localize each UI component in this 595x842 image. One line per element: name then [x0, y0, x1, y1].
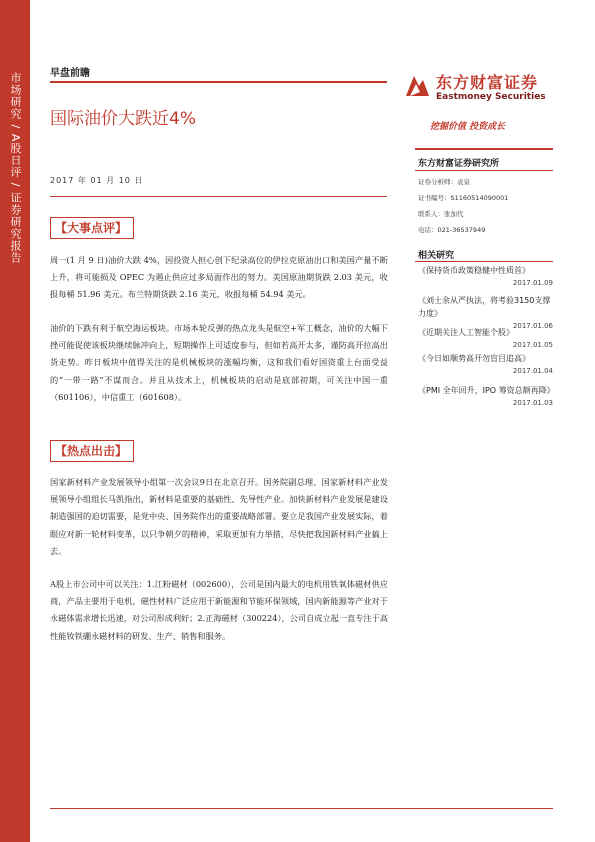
analyst-name: 证券分析师：袁泉: [418, 178, 470, 186]
related-item[interactable]: [418, 384, 553, 409]
related-item-date: 2017.01.06: [512, 322, 553, 330]
paragraph-stock-picks: A股上市公司中可以关注：1.江粉磁材（002600），公司是国内最大的电机用铁氧体磁材供应商，产品主要用于电机，磁性材料广泛应用于新能源和节能环保领域，国内新能源等产业对于永磁体需求增长迅速，对公司形成利好；2.正海磁材（300224），公司自成立起一直专注于高性能钕铁硼永磁材料的研发、生产、销售和服务。: [50, 579, 388, 641]
paragraph-sector-analysis: 油价的下跌有利于航空海运板块。市场本轮反弹的热点龙头是航空+军工概念，油价的大幅下挫可能促使该板块继续脉冲向上，短期操作上可适度参与，但如若高开太多，谨防高开拉高出货走势。昨日板块中值得关注的是机械板块的涨幅均衡，这和我们看好国资重上台面受益的“一带一路”不谋而合。并且从技术上，机械板块的启动是底部初期，可关注中国一重（601106），中信重工（601608）。: [50, 323, 388, 402]
related-item-title[interactable]: 《今日如顺势高开勿盲目追高》: [418, 354, 530, 363]
paragraph-new-materials: 国家新材料产业发展领导小组第一次会议9日在北京召开。国务院副总理、国家新材料产业发展领导小组组长马凯指出，新材料是重要的基础性、先导性产业。加快新材料产业发展是建设制造强国的迫切需要，是党中央、国务院作出的重要战略部署。要立足我国产业发展实际，着眼应对新一轮材料变革，以只争朝夕的精神，采取更加有力举措，尽快把我国新材料产业搞上去。: [50, 477, 388, 556]
related-item-title[interactable]: 《刘士余从严执法，将考验3150支撑力度》: [418, 296, 551, 318]
related-item-title[interactable]: 《PMI 全年回升，IPO 筹资总额再降》: [418, 386, 555, 395]
institute-name: 东方财富证券研究所: [418, 159, 500, 169]
related-item[interactable]: [418, 326, 553, 351]
institute-top-rule: [415, 148, 553, 150]
doc-type-label: 早盘前瞻: [50, 68, 90, 79]
sidebar-category-text: 市场研究 / A股日评 / 证券研究报告: [9, 72, 22, 264]
related-item[interactable]: [418, 264, 553, 289]
related-research-title: 相关研究: [418, 251, 455, 261]
brand-name-cn: 东方财富证券: [436, 73, 539, 92]
related-item-date: 2017.01.09: [512, 279, 553, 287]
brand-logo-icon: [402, 70, 432, 100]
related-item-title[interactable]: 《保持货币政策稳健中性质首》: [418, 266, 530, 275]
report-date: 2017 年 01 月 10 日: [50, 176, 144, 185]
institute-divider: [415, 170, 553, 171]
related-divider: [415, 261, 553, 262]
main-divider: [50, 196, 387, 197]
related-item-title[interactable]: 《近期关注人工智能个股》: [418, 328, 514, 337]
sidebar-band: [0, 0, 30, 842]
related-item[interactable]: [418, 352, 553, 377]
footer-divider: [50, 808, 553, 809]
related-item-date: 2017.01.05: [512, 341, 553, 349]
contact-phone: 电话：021-36537949: [418, 226, 486, 234]
related-item-date: 2017.01.04: [512, 367, 553, 375]
paragraph-oil-price: 周一(1 月 9 日)油价大跌 4%，因投资人担心创下纪录高位的伊拉克原油出口和美国产量不断上升，将可能损及 OPEC 为遏止供应过多局面作出的努力。美国原油期货跌 2.03 美元，收报每桶 51.96 美元。布兰特期货跌 2.16 美元，收报每桶 54.94 美元。: [50, 255, 388, 300]
related-item-date: 2017.01.03: [512, 399, 553, 407]
certificate-number: 证书编号：S1160514090001: [418, 194, 509, 202]
brand-slogan: 挖掘价值 投资成长: [430, 122, 506, 132]
page-title: 国际油价大跌近4%: [50, 109, 196, 129]
section-heading-events: 【大事点评】: [50, 217, 134, 239]
header-divider: [50, 81, 387, 83]
section-heading-hotspots: 【热点出击】: [50, 440, 134, 462]
brand-name-en: Eastmoney Securities: [436, 92, 546, 102]
contact-person: 联系人：张加代: [418, 210, 464, 218]
